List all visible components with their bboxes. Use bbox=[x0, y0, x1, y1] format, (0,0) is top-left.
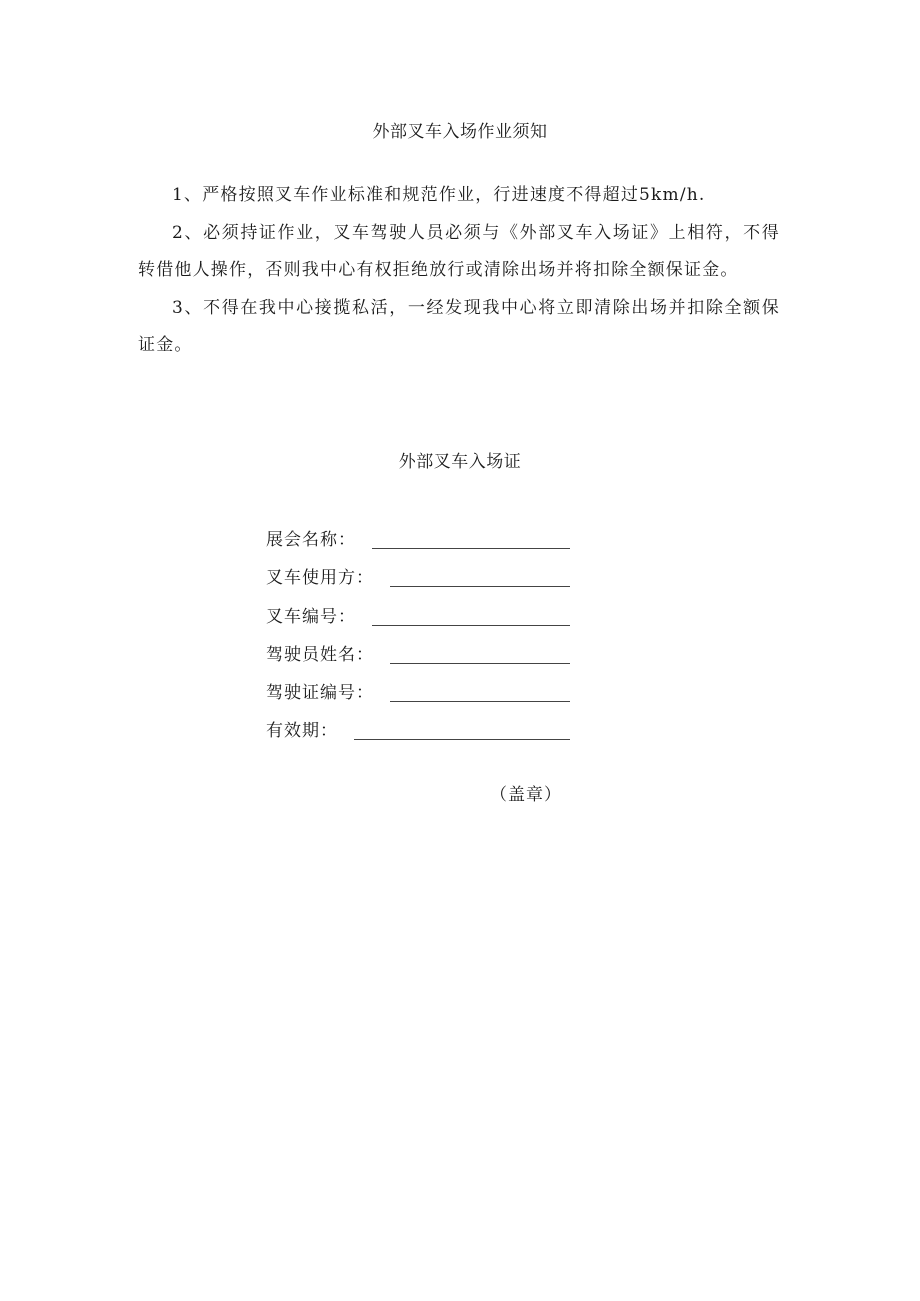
form-row-validity bbox=[266, 706, 586, 744]
notice-paragraph-1: 1、严格按照叉车作业标准和规范作业，行进速度不得超过5km/h. bbox=[172, 185, 706, 205]
notice-title: 外部叉车入场作业须知 bbox=[372, 122, 548, 142]
forklift-number-label: 叉车编号： bbox=[266, 606, 356, 627]
exhibition-name-field[interactable] bbox=[372, 547, 570, 549]
exhibition-name-label: 展会名称： bbox=[266, 530, 356, 551]
notice-paragraph-2: 2、必须持证作业，叉车驾驶人员必须与《外部叉车入场证》上相符，不得转借他人操作，否则我中心有权拒绝放行或清除出场并将扣除全额保证金。 bbox=[138, 222, 780, 280]
seal-label: （盖章） bbox=[490, 785, 562, 805]
forklift-user-label: 叉车使用方： bbox=[266, 568, 374, 589]
driver-name-field[interactable] bbox=[390, 662, 570, 664]
form-row-license-number bbox=[266, 668, 586, 706]
driver-name-label: 驾驶员姓名： bbox=[266, 644, 374, 665]
license-number-label: 驾驶证编号： bbox=[266, 682, 374, 703]
permit-form bbox=[266, 515, 586, 744]
notice-body bbox=[138, 177, 780, 365]
forklift-user-field[interactable] bbox=[390, 585, 570, 587]
validity-label: 有效期： bbox=[266, 721, 338, 742]
form-row-exhibition-name bbox=[266, 515, 586, 553]
form-row-driver-name bbox=[266, 630, 586, 668]
permit-title: 外部叉车入场证 bbox=[398, 452, 522, 472]
license-number-field[interactable] bbox=[390, 700, 570, 702]
notice-paragraph-3: 3、不得在我中心接揽私活，一经发现我中心将立即清除出场并扣除全额保证金。 bbox=[138, 297, 780, 355]
forklift-number-field[interactable] bbox=[372, 624, 570, 626]
form-row-forklift-number bbox=[266, 591, 586, 629]
form-row-forklift-user bbox=[266, 553, 586, 591]
validity-field[interactable] bbox=[354, 738, 570, 740]
